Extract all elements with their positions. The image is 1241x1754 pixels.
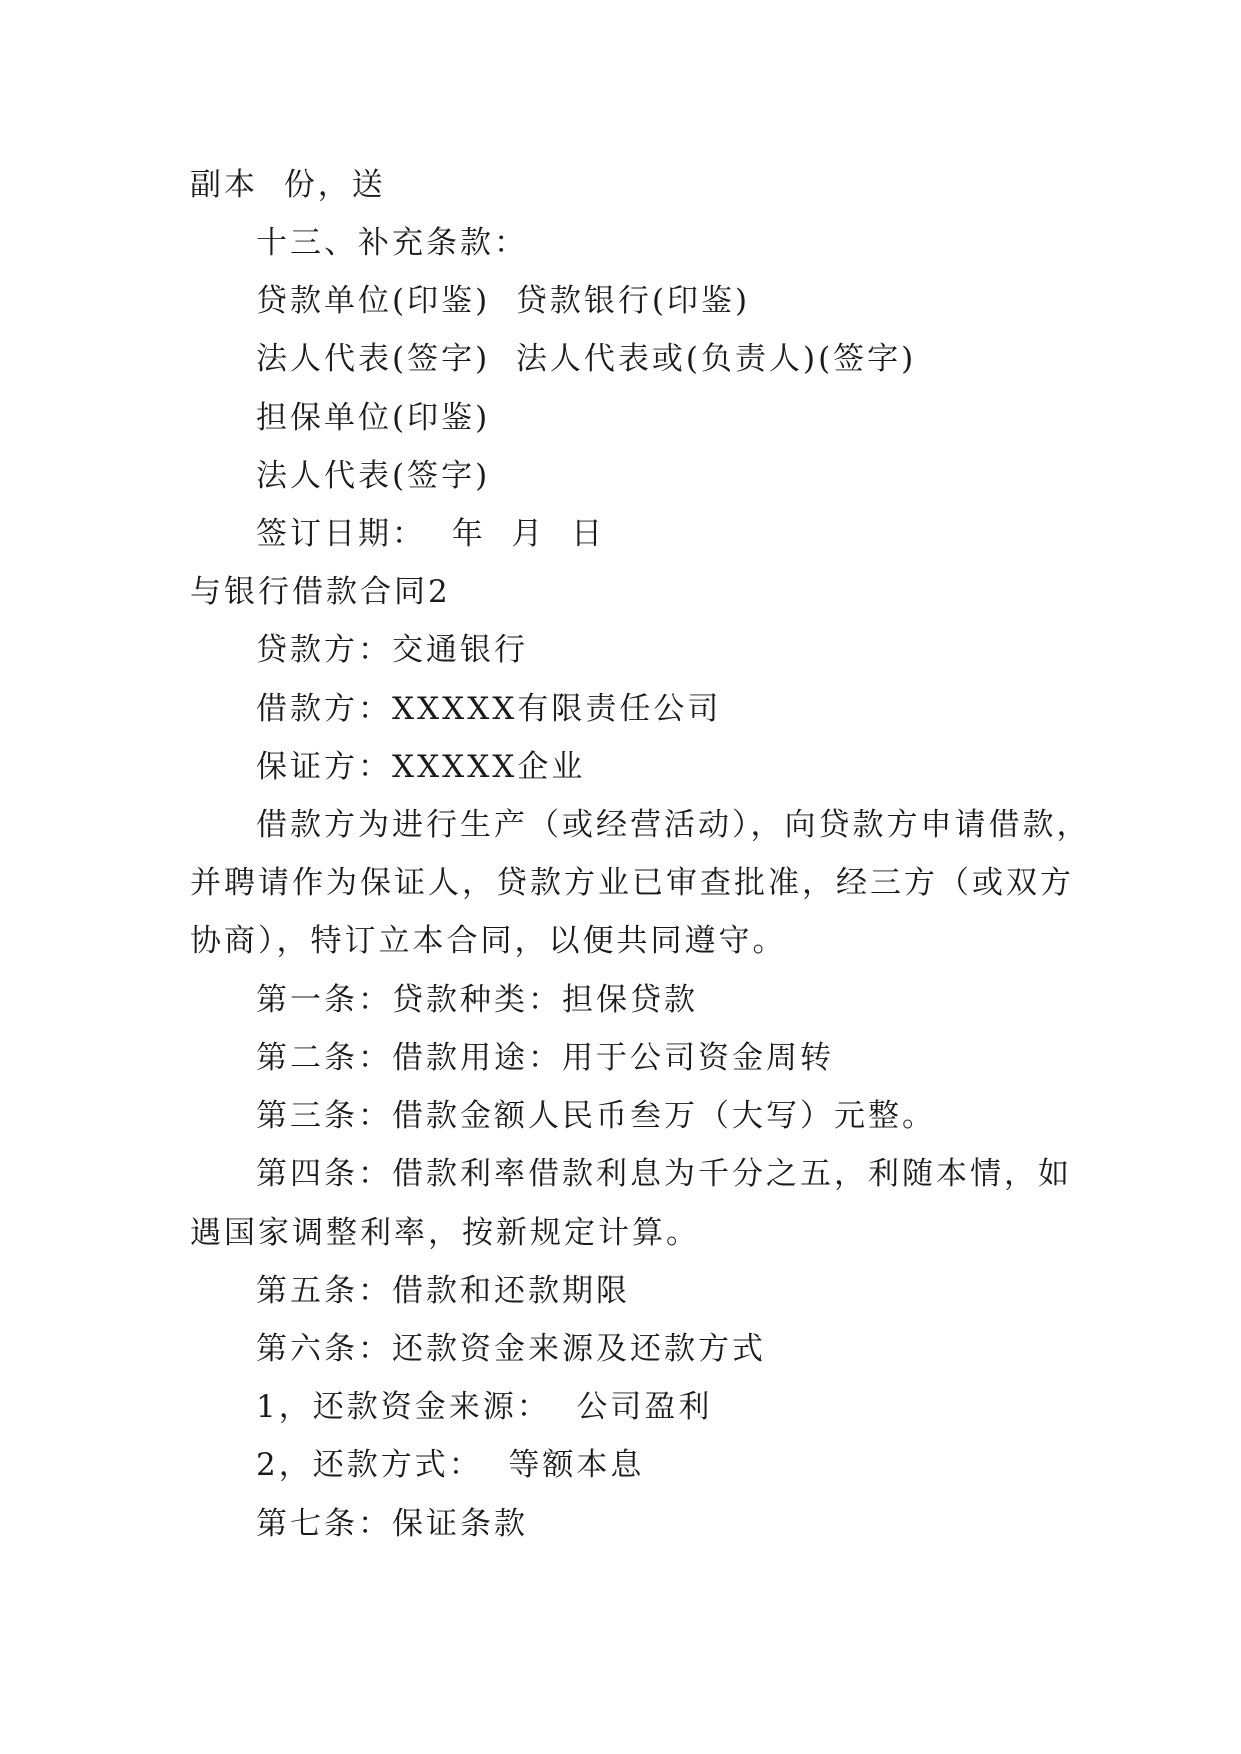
paragraph-preamble-line-3: 协商），特订立本合同，以便共同遵守。	[190, 923, 787, 959]
text-line-borrower: 借款方：XXXXX有限责任公司	[256, 691, 722, 727]
article-4-line-2: 遇国家调整利率，按新规定计算。	[190, 1215, 700, 1251]
paragraph-preamble-line-2: 并聘请作为保证人，贷款方业已审查批准，经三方（或双方	[190, 865, 1074, 901]
section-title-contract-2: 与银行借款合同2	[190, 574, 451, 610]
text-line-sign-date: 签订日期： 年 月 日	[256, 516, 606, 552]
article-1: 第一条：贷款种类：担保贷款	[256, 982, 698, 1018]
article-5: 第五条：借款和还款期限	[256, 1273, 630, 1309]
heading-supplementary-terms: 十三、补充条款：	[256, 225, 528, 261]
article-6-item-2: 2，还款方式： 等额本息	[256, 1447, 645, 1483]
article-6: 第六条：还款资金来源及还款方式	[256, 1331, 766, 1367]
article-7: 第七条：保证条款	[256, 1506, 528, 1542]
text-line-copies: 副本 份，送	[190, 167, 386, 203]
paragraph-preamble-line-1: 借款方为进行生产（或经营活动），向贷款方申请借款，	[256, 807, 1091, 843]
text-line-lender: 贷款方：交通银行	[256, 632, 528, 668]
text-line-guarantor: 保证方：XXXXX企业	[256, 749, 586, 785]
text-line-seal-units: 贷款单位(印鉴) 贷款银行(印鉴)	[256, 283, 751, 319]
article-3: 第三条：借款金额人民币叁万（大写）元整。	[256, 1098, 936, 1134]
article-4-line-1: 第四条：借款利率借款利息为千分之五，利随本情，如	[256, 1156, 1072, 1192]
text-line-guarantor-rep: 法人代表(签字)	[256, 458, 491, 494]
article-6-item-1: 1，还款资金来源： 公司盈利	[256, 1389, 713, 1425]
text-line-guarantor-seal: 担保单位(印鉴)	[256, 400, 491, 436]
article-2: 第二条：借款用途：用于公司资金周转	[256, 1040, 834, 1076]
text-line-legal-reps: 法人代表(签字) 法人代表或(负责人)(签字)	[256, 341, 917, 377]
